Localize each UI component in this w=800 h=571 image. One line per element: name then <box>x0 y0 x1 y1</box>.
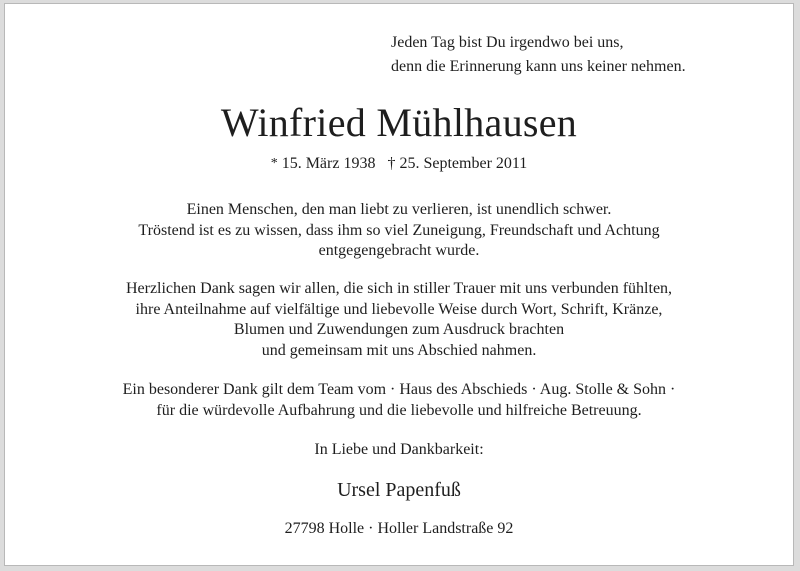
paragraph-line: Herzlichen Dank sagen wir allen, die sich in stiller Trauer mit uns verbunden fühlten, <box>125 280 673 297</box>
motto <box>391 31 686 79</box>
paragraph-line: für die würdevolle Aufbahrung und die liebevolle und hilfreiche Betreuung. <box>156 401 642 419</box>
address: 27798 Holle · Holler Landstraße 92 <box>284 520 514 537</box>
obituary-notice <box>4 3 794 566</box>
paragraph-line: Blumen und Zuwendungen zum Ausdruck brachten <box>233 321 565 338</box>
death-date: 25. September 2011 <box>399 155 528 172</box>
deceased-name: Winfried Mühlhausen <box>220 100 578 145</box>
paragraph-line: ihre Anteilnahme auf vielfältige und liebevolle Weise durch Wort, Schrift, Kränze, <box>135 300 663 318</box>
motto-line: denn die Erinnerung kann uns keiner nehmen. <box>391 58 686 75</box>
life-dates <box>5 154 793 174</box>
birth-symbol: * <box>270 156 278 171</box>
paragraph-line: entgegengebracht wurde. <box>318 242 480 259</box>
paragraph-line: und gemeinsam mit uns Abschied nahmen. <box>261 341 537 359</box>
paragraph-thanks <box>5 279 793 361</box>
paragraph-line: Ein besonderer Dank gilt dem Team vom · Haus des Abschieds · Aug. Stolle & Sohn · <box>122 381 676 398</box>
signer-name: Ursel Papenfuß <box>337 479 461 501</box>
motto-line: Jeden Tag bist Du irgendwo bei uns, <box>391 34 624 51</box>
paragraph-line: Tröstend ist es zu wissen, dass ihm so viel Zuneigung, Freundschaft und Achtung <box>138 221 660 239</box>
paragraph-special-thanks <box>5 380 793 421</box>
paragraph-line: Einen Menschen, den man liebt zu verlieren, ist unendlich schwer. <box>186 201 612 218</box>
paragraph-farewell <box>5 200 793 262</box>
closing-line: In Liebe und Dankbarkeit: <box>314 441 484 458</box>
death-symbol: † <box>387 155 396 172</box>
birth-date: 15. März 1938 <box>281 155 376 172</box>
